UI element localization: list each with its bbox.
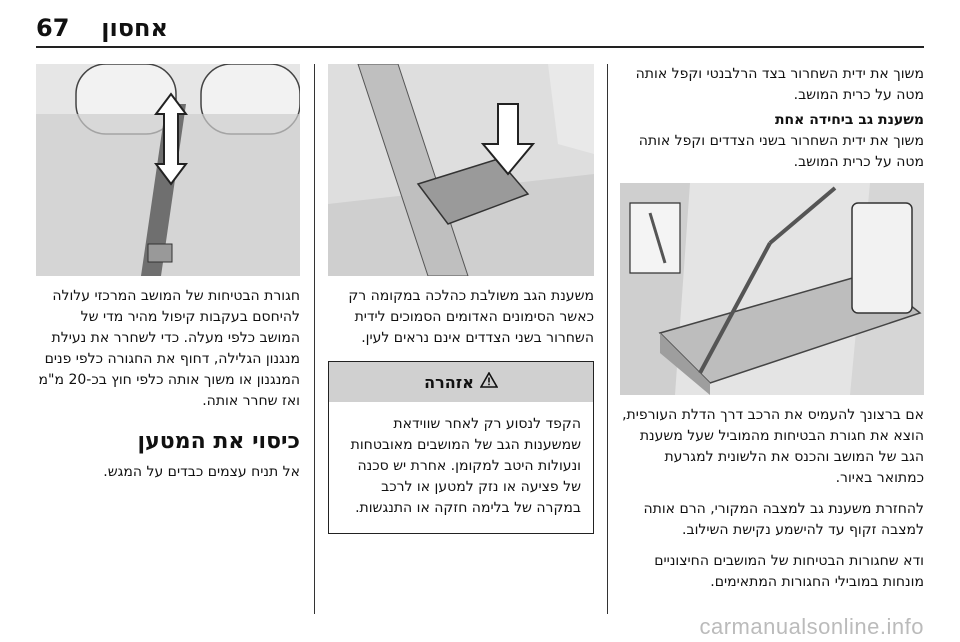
figure-release-handle xyxy=(328,64,594,276)
folded-seat-illustration xyxy=(620,183,924,395)
center-belt-illustration xyxy=(36,64,300,276)
warning-triangle-icon xyxy=(480,372,498,392)
paragraph: משוך את ידית השחרור בצד הרלבנטי וקפל אותה מטה על כרית המושב. xyxy=(635,66,924,103)
paragraph: משוך את ידית השחרור בשני הצדדים וקפל אותה מטה על כרית המושב. xyxy=(638,133,924,170)
figure-center-belt xyxy=(36,64,300,276)
warning-box xyxy=(328,361,594,534)
paragraph: משענת הגב משולבת כהלכה במקומה רק כאשר הסימונים האדומים הסמוכים לידית השחרור בשני הצדדים אינם נראים לעין. xyxy=(348,288,594,346)
warning-text: הקפד לנסוע רק לאחר שווידאת שמשענות הגב של המושבים מאובטחות ונעולות היטב למקומן. אחרת יש סכנה של פציעה או נזק למטען או לרכב במקרה של בלימה חזקה או התנגשות. xyxy=(350,416,581,516)
column-right xyxy=(620,64,924,593)
figure-folded-seat xyxy=(620,183,924,395)
page-header xyxy=(0,0,960,52)
warning-body xyxy=(329,402,593,533)
column-middle xyxy=(328,64,594,534)
section-title: אחסון xyxy=(101,14,168,42)
subheading: משענת גב ביחידה אחת xyxy=(774,112,924,128)
paragraph: אל תניח עצמים כבדים על המגש. xyxy=(103,464,300,480)
paragraph: חגורת הבטיחות של המושב המרכזי עלולה להיחסם בעקבות קיפול מהיר מדי של המושב כלפי מעלה. כדי לשחרר את נעילת מנגנון הגלילה, דחוף את החגורה כלפי פנים המנגנון או משוך אותה כלפי חוץ בכ-20 מ"מ ואז שחרר אותה. xyxy=(38,288,300,409)
paragraph: אם ברצונך להעמיס את הרכב דרך הדלת העורפית, הוצא את חגורת הבטיחות מהמוביל שעל משענת הגב של המושב והכנס את הלשונית למגרעת כמתואר באיור. xyxy=(622,407,924,486)
release-handle-illustration xyxy=(328,64,594,276)
header-rule xyxy=(36,46,924,48)
paragraph: להחזרת משענת גב למצבה המקורי, הרם אותה למצבה זקוף עד להישמע נקישת השילוב. xyxy=(643,501,924,538)
warning-title xyxy=(329,362,593,402)
column-left xyxy=(36,64,300,483)
warning-title-text: אזהרה xyxy=(424,372,474,392)
paragraph: ודא שחגורות הבטיחות של המושבים החיצוניים מונחות במובילי החגורות המתאימים. xyxy=(654,553,924,590)
column-divider xyxy=(607,64,608,614)
column-divider xyxy=(314,64,315,614)
page-number: 67 xyxy=(36,14,70,42)
section-heading: כיסוי את המטען xyxy=(137,429,300,454)
watermark: carmanualsonline.info xyxy=(699,614,924,639)
